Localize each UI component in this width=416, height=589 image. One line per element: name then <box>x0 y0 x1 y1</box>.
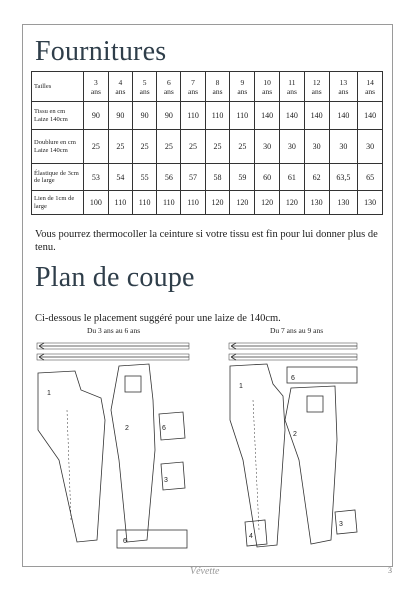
table-cell: 30 <box>280 130 305 164</box>
table-cell: 57 <box>181 164 205 191</box>
table-cell: 140 <box>304 102 329 130</box>
table-cell: 25 <box>205 130 230 164</box>
table-cell: 30 <box>358 130 383 164</box>
size-header: 13 ans <box>329 72 358 102</box>
table-cell: 54 <box>108 164 132 191</box>
table-cell: 62 <box>304 164 329 191</box>
sizes-table <box>31 71 383 215</box>
table-cell: 25 <box>157 130 181 164</box>
table-cell: 120 <box>230 191 255 215</box>
table-cell: 60 <box>255 164 280 191</box>
size-header: 3 ans <box>84 72 109 102</box>
caption-right: Du 7 ans au 9 ans <box>270 326 324 335</box>
size-header: 4 ans <box>108 72 132 102</box>
table-cell: 30 <box>255 130 280 164</box>
table-cell: 90 <box>133 102 157 130</box>
table-cell: 25 <box>133 130 157 164</box>
table-cell: 65 <box>358 164 383 191</box>
note-paragraph: Vous pourrez thermocoller la ceinture si votre tissu est fin pour lui donner plus de tenu. <box>35 229 378 253</box>
pattern-piece-3 <box>161 462 185 490</box>
plan-intro: Ci-dessous le placement suggéré pour une laize de 140cm. <box>35 313 281 324</box>
table-row <box>32 164 383 191</box>
size-header: 10 ans <box>255 72 280 102</box>
table-cell: 55 <box>133 164 157 191</box>
table-cell: 110 <box>157 191 181 215</box>
piece-label: 2 <box>125 425 129 432</box>
table-cell: 56 <box>157 164 181 191</box>
table-cell: 140 <box>358 102 383 130</box>
table-cell: 110 <box>181 102 205 130</box>
table-cell: 61 <box>280 164 305 191</box>
table-cell: 25 <box>108 130 132 164</box>
size-header: 6 ans <box>157 72 181 102</box>
table-cell: 25 <box>230 130 255 164</box>
table-cell: 140 <box>329 102 358 130</box>
pattern-piece-2 <box>285 386 337 544</box>
pattern-piece-2 <box>111 364 155 542</box>
table-cell: 140 <box>255 102 280 130</box>
piece-label: 2 <box>293 431 297 438</box>
piece-label: 1 <box>47 390 51 397</box>
table-cell: 120 <box>205 191 230 215</box>
table-cell: 90 <box>108 102 132 130</box>
piece-label: 6 <box>123 538 127 545</box>
table-cell: 59 <box>230 164 255 191</box>
cutting-layout-left <box>33 340 193 553</box>
piece-label: 6 <box>291 375 295 382</box>
table-cell: 120 <box>255 191 280 215</box>
table-cell: 53 <box>84 164 109 191</box>
piece-label: 6 <box>162 425 166 432</box>
size-header: 14 ans <box>358 72 383 102</box>
size-header: 11 ans <box>280 72 305 102</box>
piece-label: 1 <box>239 383 243 390</box>
pocket-outline <box>125 376 141 392</box>
table-cell: 25 <box>181 130 205 164</box>
table-cell: 90 <box>157 102 181 130</box>
row-label: Élastique de 3cm de large <box>32 164 84 191</box>
piece-label: 3 <box>164 477 168 484</box>
table-cell: 140 <box>280 102 305 130</box>
section-title-fournitures: Fournitures <box>35 36 167 67</box>
row-label: Lien de 1cm de large <box>32 191 84 215</box>
pattern-piece-6 <box>117 530 187 548</box>
caption-left: Du 3 ans au 6 ans <box>87 326 141 335</box>
row-label: Tissu en cm Laize 140cm <box>32 102 84 130</box>
table-cell: 130 <box>358 191 383 215</box>
table-cell: 110 <box>230 102 255 130</box>
piece-label: 3 <box>339 521 343 528</box>
table-cell: 130 <box>304 191 329 215</box>
table-cell: 130 <box>329 191 358 215</box>
table-row <box>32 191 383 215</box>
row-label: Doublure en cm Laize 140cm <box>32 130 84 164</box>
pattern-piece-1 <box>230 364 285 547</box>
piece-label: 4 <box>249 533 253 540</box>
table-cell: 30 <box>329 130 358 164</box>
pocket-outline <box>307 396 323 412</box>
size-header: 8 ans <box>205 72 230 102</box>
table-cell: 25 <box>84 130 109 164</box>
table-cell: 90 <box>84 102 109 130</box>
table-cell: 110 <box>108 191 132 215</box>
brand-footer: Vévette <box>190 566 220 577</box>
table-header-label: Tailles <box>32 72 84 102</box>
table-cell: 63,5 <box>329 164 358 191</box>
size-header: 9 ans <box>230 72 255 102</box>
size-header: 7 ans <box>181 72 205 102</box>
table-cell: 100 <box>84 191 109 215</box>
table-row <box>32 130 383 164</box>
size-header: 12 ans <box>304 72 329 102</box>
cutting-layout-right <box>225 340 385 553</box>
table-cell: 120 <box>280 191 305 215</box>
table-cell: 110 <box>133 191 157 215</box>
pattern-piece-6 <box>287 367 357 383</box>
section-title-plan: Plan de coupe <box>35 262 195 293</box>
table-cell: 58 <box>205 164 230 191</box>
table-row <box>32 102 383 130</box>
table-cell: 110 <box>181 191 205 215</box>
page-number: 3 <box>388 566 392 575</box>
table-cell: 30 <box>304 130 329 164</box>
table-cell: 110 <box>205 102 230 130</box>
size-header: 5 ans <box>133 72 157 102</box>
